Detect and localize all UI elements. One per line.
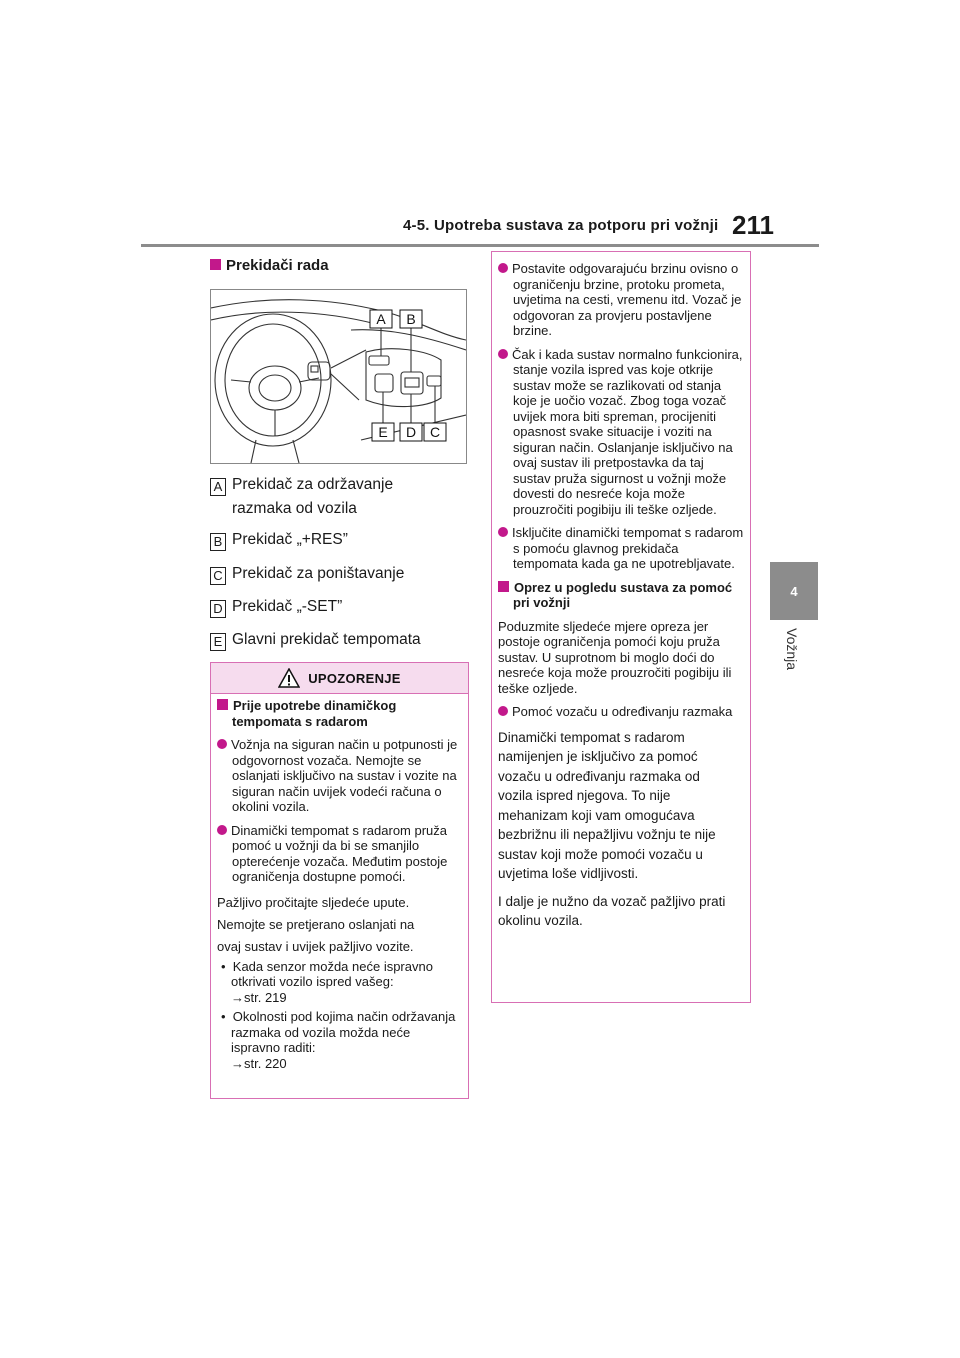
callout-e: E	[378, 424, 388, 440]
warning-triangle-icon	[278, 668, 300, 688]
caution-subheading: Oprez u pogledu sustava za pomoć pri vožnji	[498, 580, 744, 611]
caution-paragraph: Isključite dinamički tempomat s radarom s pomoću glavnog prekidača tempomata kada ga ne upotrebljavate.	[498, 525, 744, 572]
square-bullet-icon	[498, 581, 509, 592]
switches-heading: Prekidači rada	[210, 257, 329, 274]
warning-paragraph: Vožnja na siguran način u potpunosti je odgovornost vozača. Nemojte se oslanjati isključivo na sustav i vozite na siguran način uvijek vodeći računa o okolini vozila.	[217, 737, 462, 815]
warning-paragraph: Dinamički tempomat s radarom pruža pomoć u vožnji da bi se smanjilo opterećenje vozača. Međutim postoje ograničenja dostupne pomoći.	[217, 823, 462, 885]
square-bullet-icon	[210, 259, 221, 270]
key-label: A	[210, 478, 226, 496]
caution-line: okolinu vozila.	[498, 913, 583, 928]
caution-line: uvjetima loše vidljivosti.	[498, 866, 639, 881]
caution-paragraph: Postavite odgovarajuću brzinu ovisno o ograničenju brzine, protoku prometa, uvjetima na cesti, vremenu itd. Vozač je odgovoran za provjeru postavljene brzine.	[498, 261, 744, 339]
caution-line: sustav koji može pomoći vozaču u	[498, 846, 703, 862]
header-rule	[141, 244, 819, 247]
legend-item-e: E Glavni prekidač tempomata	[210, 628, 470, 652]
caution-paragraph: Čak i kada sustav normalno funkcionira, stanje vozila ispred vas koje otkrije sustav može se razlikovati od stanja koje je uočio vozač. Zbog toga vozač uvijek mora biti spreman, procijeniti opasnost svake situacije i voziti na siguran način. Oslanjanje isključivo na ovaj sustav ili pretpostavka da taj sustav pruža sigurnost u vožnji može dovesti do nesreće koja može prouzročiti pogibiju ili teške ozljede.	[498, 347, 744, 518]
warning-bullet: • Okolnosti pod kojima način održavanja razmaka od vozila možda neće ispravno raditi: →str. 220	[221, 1009, 456, 1071]
warning-subheading: Prije upotrebe dinamičkog tempomata s radarom	[217, 698, 462, 729]
callout-c: C	[429, 424, 441, 440]
warning-bullet: • Kada senzor možda neće ispravno otkrivati vozilo ispred vašeg: →str. 219	[221, 958, 433, 1005]
caution-line: mehanizam koji vam omogućava	[498, 807, 695, 823]
steering-wheel-drawing	[211, 290, 466, 463]
warning-header	[211, 663, 468, 694]
callout-d: D	[405, 424, 417, 440]
caution-line: vozila ispred njegova. To nije	[498, 788, 671, 803]
callout-b: B	[406, 311, 416, 327]
legend-item-a: A Prekidač za održavanje razmaka od vozila	[210, 473, 470, 521]
warning-box	[210, 662, 469, 1099]
legend-item-b: B Prekidač „+RES”	[210, 528, 470, 552]
dot-bullet-icon	[217, 825, 227, 835]
dot-bullet-icon	[498, 263, 508, 273]
chapter-number: 4	[790, 583, 798, 599]
caution-box	[491, 251, 751, 1003]
square-bullet-icon	[217, 699, 228, 710]
caution-paragraph: Pomoć vozaču u određivanju razmaka	[498, 704, 744, 720]
key-label: D	[210, 600, 226, 618]
key-label: C	[210, 567, 226, 585]
warning-text: ovaj sustav i uvijek pažljivo vozite.	[217, 938, 414, 954]
chapter-tab	[770, 562, 818, 620]
caution-line: bezbrižnu ili nepažljivu vožnju te nije	[498, 827, 716, 842]
chapter-label: Vožnja	[784, 628, 800, 671]
caution-intro: Poduzmite sljedeće mjere opreza jer postoje ograničenja pomoći koju pruža sustav. U suprotnom bi moglo doći do nesreće koja može prouzročiti pogibiju ili teške ozljede.	[498, 618, 732, 696]
dot-bullet-icon	[498, 527, 508, 537]
legend-item-d: D Prekidač „-SET”	[210, 595, 470, 619]
steering-wheel-illustration	[210, 289, 467, 464]
warning-text: Pažljivo pročitajte sljedeće upute.	[217, 894, 410, 910]
legend-item-c: C Prekidač za poništavanje	[210, 562, 470, 586]
caution-line: Dinamički tempomat s radarom	[498, 729, 685, 745]
section-title: 4-5. Upotreba sustava za potporu pri vožnji	[403, 217, 719, 234]
page-number: 211	[732, 210, 774, 240]
caution-line: namijenjen je isključivo za pomoć	[498, 749, 698, 764]
callout-a: A	[376, 311, 386, 327]
warning-text: Nemojte se pretjerano oslanjati na	[217, 916, 415, 932]
dot-bullet-icon	[498, 706, 508, 716]
dot-bullet-icon	[498, 349, 508, 359]
dot-bullet-icon	[217, 739, 227, 749]
caution-line: vozaču u određivanju razmaka od	[498, 768, 700, 784]
key-label: B	[210, 533, 226, 551]
key-label: E	[210, 633, 226, 651]
warning-title: UPOZORENJE	[308, 670, 401, 686]
caution-line: I dalje je nužno da vozač pažljivo prati	[498, 893, 726, 909]
